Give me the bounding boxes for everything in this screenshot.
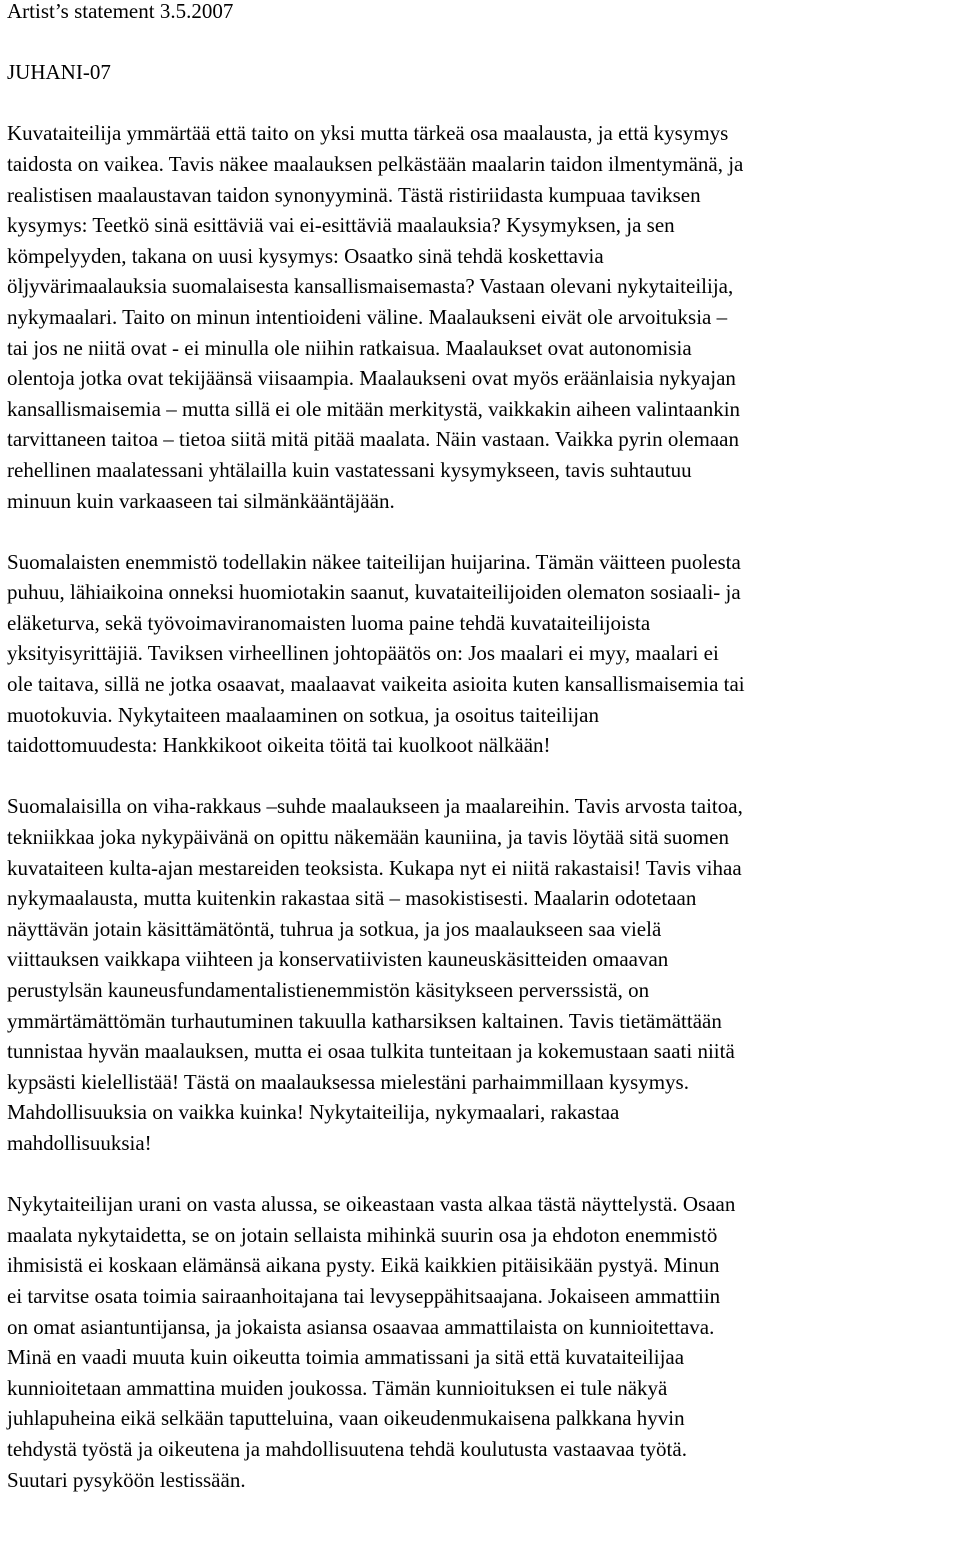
text-line: viittauksen vaikkapa viihteen ja konservatiivisten kauneuskäsitteiden omaavan (7, 947, 669, 972)
spacer (7, 516, 955, 547)
spacer (7, 1159, 955, 1190)
text-line: kypsästi kielellistää! Tästä on maalauksessa mielestäni parhaimmillaan kysymys. (7, 1069, 689, 1094)
text-line: perustylsän kauneusfundamentalistienemmistön käsitykseen perverssistä, on (7, 978, 650, 1002)
text-line: tarvittaneen taitoa – tietoa siitä mitä pitää maalata. Näin vastaan. Vaikka pyrin olemaan (7, 427, 740, 452)
text-line: Suomalaisten enemmistö todellakin näkee taiteilijan huijarina. Tämän väitteen puolesta (7, 549, 741, 574)
text-line: näyttävän jotain käsittämätöntä, tuhrua ja sotkua, ja jos maalaukseen saa vielä (7, 916, 662, 941)
paragraph-1 (7, 118, 955, 516)
text-line: kansallismaisemia – mutta sillä ei ole mitään merkitystä, vaikkakin aiheen valintaankin (7, 396, 741, 421)
text-line: yksityisyrittäjiä. Taviksen virheellinen johtopäätös on: Jos maalari ei myy, maalari ei (7, 641, 719, 666)
text-line: Mahdollisuuksia on vaikka kuinka! Nykytaiteilija, nykymaalari, rakastaa (7, 1100, 620, 1125)
text-line: nykymaalari. Taito on minun intentioideni väline. Maalaukseni eivät ole arvoituksia – (7, 304, 728, 329)
paragraph-4 (7, 1189, 955, 1495)
text-line: rehellinen maalatessani yhtälailla kuin vastatessani kysymykseen, tavis suhtautuu (7, 457, 692, 482)
text-line: taidosta on vaikea. Tavis näkee maalauksen pelkästään maalarin taidon ilmentymänä, ja (7, 151, 744, 176)
paragraph-3 (7, 791, 955, 1158)
text-line: Nykytaiteilijan urani on vasta alussa, se oikeastaan vasta alkaa tästä näyttelystä. Osaan (7, 1192, 736, 1217)
text-line: puhuu, lähiaikoina onneksi huomiotakin saanut, kuvataiteilijoiden olematon sosiaali- ja (7, 580, 741, 605)
spacer (7, 761, 955, 792)
text-line: kömpelyyden, takana on uusi kysymys: Osaatko sinä tehdä koskettavia (7, 243, 604, 268)
text-line: maalata nykytaidetta, se on jotain sellaista mihinkä suurin osa ja ehdoton enemmistö (7, 1222, 718, 1247)
text-line: eläketurva, sekä työvoimaviranomaisten luoma paine tehdä kuvataiteilijoista (7, 610, 651, 635)
paragraph-2 (7, 547, 955, 761)
text-line: tai jos ne niitä ovat - ei minulla ole niihin ratkaisua. Maalaukset ovat autonomisia (7, 335, 692, 360)
text-line: realistisen maalaustavan taidon synonyyminä. Tästä ristiriidasta kumpuaa taviksen (7, 182, 701, 207)
text-line: tehdystä työstä ja oikeutena ja mahdollisuutena tehdä koulutusta vastaavaa työtä. (7, 1436, 687, 1461)
text-line: kunnioitetaan ammattina muiden joukossa. Tämän kunnioituksen ei tule näkyä (7, 1375, 668, 1400)
text-line: Minä en vaadi muuta kuin oikeutta toimia ammatissani ja sitä että kuvataiteilijaa (7, 1345, 685, 1370)
spacer (7, 27, 955, 58)
document-header: Artist’s statement 3.5.2007 (7, 0, 234, 23)
document-page (7, 0, 955, 1495)
text-line: tunnistaa hyvän maalauksen, mutta ei osaa tulkita tunteitaan ja kokemustaan saati niitä (7, 1039, 735, 1064)
text-line: mahdollisuuksia! (7, 1130, 152, 1155)
text-line: on omat asiantuntijansa, ja jokaista asiansa osaavaa ammattilaista on kunnioitettava. (7, 1314, 715, 1339)
text-line: ole taitava, sillä ne jotka osaavat, maalaavat vaikeita asioita kuten kansallismaisemia tai (7, 672, 745, 697)
text-line: Suutari pysyköön lestissään. (7, 1467, 246, 1492)
text-line: kuvataiteen kulta-ajan mestareiden teoksista. Kukapa nyt ei niitä rakastaisi! Tavis vihaa (7, 855, 742, 880)
text-line: juhlapuheina eikä selkään taputteluina, vaan oikeudenmukaisena palkkana hyvin (7, 1406, 685, 1431)
text-line: ei tarvitse osata toimia sairaanhoitajana tai levyseppähitsaajana. Jokaiseen ammattiin (7, 1283, 721, 1308)
text-line: öljyvärimaalauksia suomalaisesta kansallismaisemasta? Vastaan olevani nykytaiteilija, (7, 274, 734, 299)
spacer (7, 88, 955, 119)
text-line: Kuvataiteilija ymmärtää että taito on yksi mutta tärkeä osa maalausta, ja että kysymys (7, 121, 729, 146)
text-line: muotokuvia. Nykytaiteen maalaaminen on sotkua, ja osoitus taiteilijan (7, 702, 599, 727)
text-line: tekniikkaa joka nykypäivänä on opittu näkemään kauniina, ja tavis löytää sitä suomen (7, 825, 729, 850)
text-line: ihmisistä ei koskaan elämänsä aikana pysty. Eikä kaikkien pitäisikään pystyä. Minun (7, 1253, 720, 1278)
text-line: taidottomuudesta: Hankkikoot oikeita töitä tai kuolkoot nälkään! (7, 733, 551, 758)
text-line: ymmärtämättömän turhautuminen takuulla katharsiksen kaltainen. Tavis tietämättään (7, 1008, 722, 1033)
text-line: kysymys: Teetkö sinä esittäviä vai ei-esittäviä maalauksia? Kysymyksen, ja sen (7, 213, 675, 238)
text-line: olentoja jotka ovat tekijäänsä viisaampia. Maalaukseni ovat myös eräänlaisia nykyajan (7, 366, 736, 391)
document-subtitle: JUHANI-07 (7, 60, 111, 85)
text-line: Suomalaisilla on viha-rakkaus –suhde maalaukseen ja maalareihin. Tavis arvosta taitoa, (7, 794, 743, 819)
text-line: nykymaalausta, mutta kuitenkin rakastaa sitä – masokistisesti. Maalarin odotetaan (7, 886, 697, 911)
text-line: minuun kuin varkaaseen tai silmänkääntäjään. (7, 488, 395, 513)
